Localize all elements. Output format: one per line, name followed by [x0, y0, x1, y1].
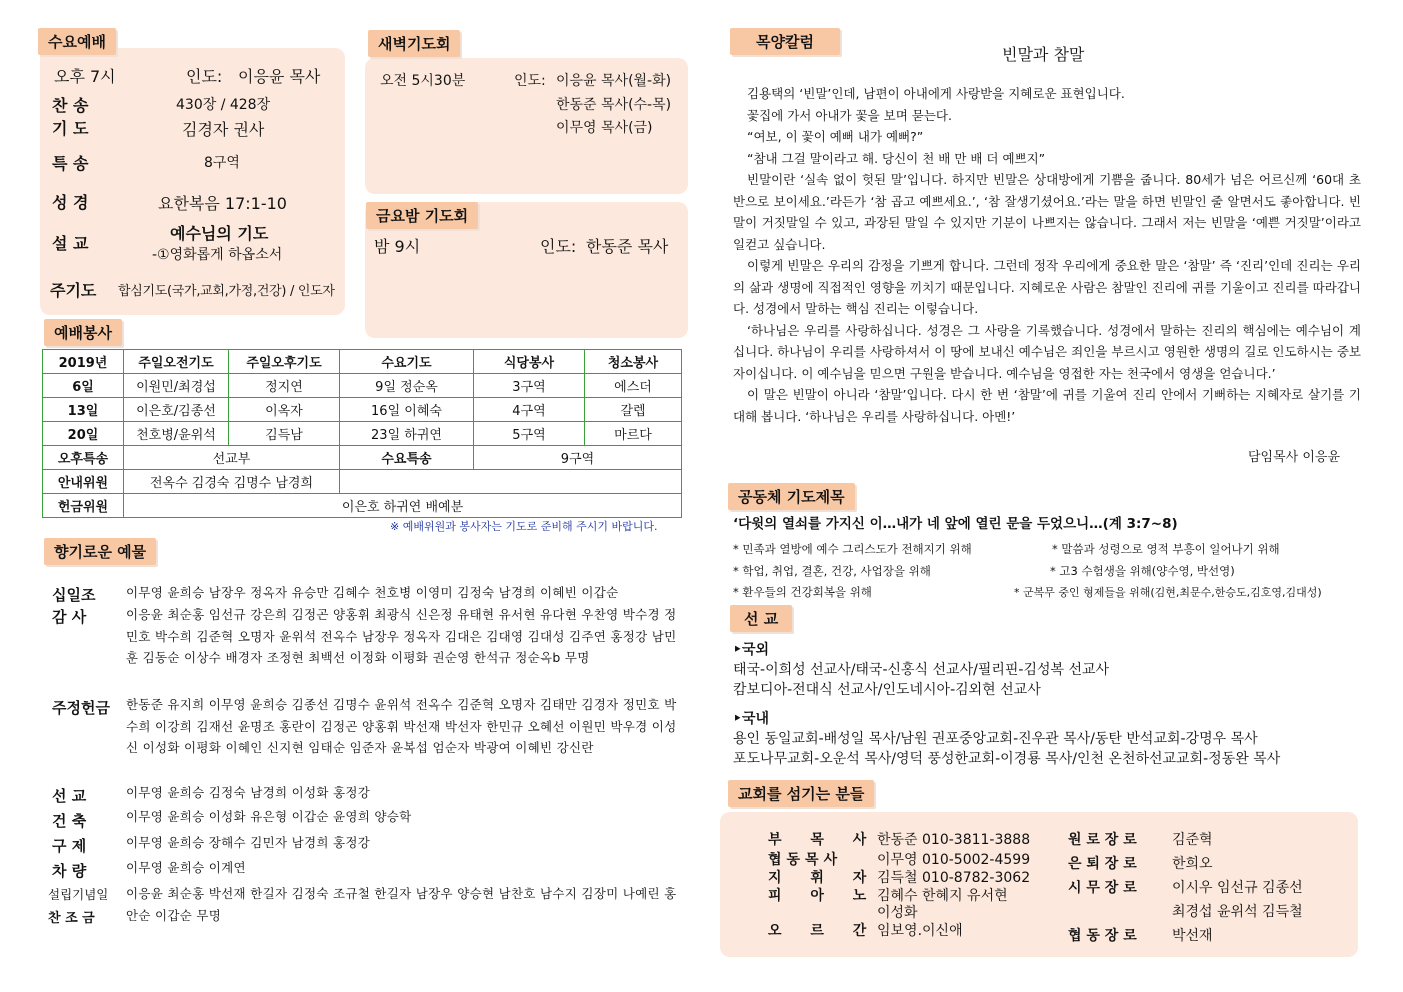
- wed-value-hymn: 430장 / 428장: [176, 97, 271, 113]
- staff-role: 오 르 간: [768, 923, 879, 939]
- staff-value: 한동준 010-3811-3888: [877, 832, 1031, 848]
- service-title: 예배봉사: [44, 319, 122, 346]
- column-heading: 빈말과 참말: [1002, 45, 1085, 64]
- offering-names-thanks: 이응윤 최순홍 임선규 강은희 김정곤 양홍휘 최광식 신은정 유태현 유서현 유다현 우찬영 박수경 정민호 박수희 김준혁 오명자 윤위석 전옥수 남장우 정옥자 김대은 김대영 김대성 김주연 홍정강 남민훈 김동순 이상수 배경자 조정현 최백선 이정화 이평화 권순영 한석규 정순옥b 무명: [126, 607, 677, 665]
- offering-label-tithe: 십일조: [52, 586, 96, 604]
- offering-label-mission: 선 교: [52, 787, 87, 805]
- staff-value: 김준혁: [1172, 832, 1213, 848]
- table-cell: 안내위원: [43, 470, 124, 494]
- offering-names-tithe: 이무영 윤희승 남장우 정옥자 유승만 김혜수 천호병 이영미 김정숙 남경희 이혜빈 이갑순: [126, 585, 619, 600]
- staff-role: 원 로 장 로: [1068, 832, 1137, 848]
- staff-value: 이시우 임선규 김종선: [1172, 880, 1303, 896]
- wednesday-title: 수요예배: [38, 28, 116, 55]
- column-signature: 담임목사 이응윤: [1248, 450, 1341, 465]
- table-cell: 이은호 하귀연 배예분: [124, 494, 682, 518]
- wed-label-scripture: 성 경: [52, 193, 89, 212]
- service-header: 식당봉사: [474, 350, 585, 374]
- table-cell: 20일: [43, 422, 124, 446]
- table-cell: 9구역: [474, 446, 682, 470]
- wednesday-leader: 이응윤 목사: [238, 67, 321, 86]
- friday-title: 금요밤 기도회: [366, 202, 478, 229]
- offering-label-anniversary: 설립기념일: [48, 887, 109, 902]
- offering-names-building: 이무영 윤희승 이성화 유은형 이갑순 윤영희 양승학: [126, 809, 412, 824]
- table-cell: 4구역: [474, 398, 585, 422]
- mission-overseas-line: 태국-이희성 선교사/태국-신홍식 선교사/필리핀-김성복 선교사: [733, 662, 1110, 678]
- staff-role: 피 아 노: [768, 888, 879, 904]
- dawn-leader-3: 이무영 목사(금): [556, 120, 653, 136]
- offering-label-building: 건 축: [52, 812, 87, 830]
- mission-overseas-label: ‣국외: [733, 642, 769, 658]
- table-cell: 9일 정순옥: [340, 374, 474, 398]
- column-paragraph: 이렇게 빈말은 우리의 감정을 기쁘게 합니다. 그런데 정작 우리에게 중요한 말은 ‘참말’ 즉 ‘진리’인데 진리는 우리의 삶과 생명에 직접적인 영향을 끼치기 때문입니다. 지혜로운 사람은 참말인 진리에 귀를 기울이고 진리를 따라갑니다. 성경에서 말하는 핵심 진리는 이렇습니다.: [733, 258, 1361, 316]
- offering-label-relief: 구 제: [52, 837, 87, 855]
- table-cell: 23일 하귀연: [340, 422, 474, 446]
- staff-role: 협동목사: [768, 852, 843, 868]
- prayer-item: * 말씀과 성령으로 영적 부흥이 일어나기 위해: [1052, 542, 1280, 556]
- column-paragraph: “참내 그걸 말이라고 해. 당신이 천 배 만 배 더 예쁘지”: [747, 150, 1046, 166]
- wed-value-sermon-sub: -①영화롭게 하옵소서: [152, 247, 283, 263]
- wed-value-sermon: 예수님의 기도: [170, 224, 269, 243]
- table-row: [43, 422, 682, 446]
- table-cell: 선교부: [124, 446, 340, 470]
- friday-leader-label: 인도:: [540, 237, 577, 256]
- staff-value: 최경섭 윤위석 김득철: [1172, 904, 1303, 920]
- wed-label-prayer: 기 도: [52, 119, 89, 138]
- wed-value-special: 8구역: [204, 155, 240, 171]
- table-cell: 16일 이혜숙: [340, 398, 474, 422]
- offering-label-vehicle: 차 량: [52, 862, 87, 880]
- table-cell: 이은호/김종선: [124, 398, 229, 422]
- table-row: [43, 494, 682, 518]
- staff-value: 김득철 010-8782-3062: [877, 870, 1031, 886]
- dawn-leader-2: 한동준 목사(수-목): [556, 97, 672, 113]
- staff-value: 이성화: [877, 905, 918, 921]
- prayer-title: 공동체 기도제목: [728, 483, 855, 510]
- wed-label-special: 특 송: [52, 154, 89, 173]
- table-cell: 마르다: [585, 422, 682, 446]
- mission-domestic-line: 포도나무교회-오운석 목사/영덕 풍성한교회-이경룡 목사/인천 온천하선교교회-정동완 목사: [733, 751, 1281, 767]
- offering-names-mission: 이무영 윤희승 김정숙 남경희 이성화 홍정강: [126, 785, 371, 800]
- wed-label-hymn: 찬 송: [52, 96, 89, 115]
- table-cell: 이원민/최경섭: [124, 374, 229, 398]
- friday-time: 밤 9시: [374, 237, 421, 256]
- staff-value: 한희오: [1172, 856, 1213, 872]
- table-cell: 이옥자: [229, 398, 340, 422]
- mission-domestic-line: 용인 동일교회-배성일 목사/남원 권포중앙교회-진우관 목사/동탄 반석교회-강명우 목사: [733, 731, 1258, 747]
- dawn-title: 새벽기도회: [368, 30, 460, 57]
- wednesday-panel: [40, 48, 345, 315]
- service-note: ※ 예배위원과 봉사자는 기도로 준비해 주시기 바랍니다.: [390, 520, 658, 533]
- table-row: [43, 398, 682, 422]
- dawn-leader-label: 인도:: [514, 73, 546, 89]
- column-body: [733, 83, 1361, 427]
- column-paragraph: ‘하나님은 우리를 사랑하십니다. 성경은 그 사랑을 기록했습니다. 성경에서 말하는 진리의 핵심에는 예수님이 계십니다. 하나님이 우리를 사랑하셔서 이 땅에 보내신 예수님은 죄인을 부르시고 영원한 생명의 길로 인도하시는 중보자이십니다. 이 예수님을 믿으면 구원을 받습니다. 예수님을 영접한 자는 천국에서 영생을 얻습니다.’: [733, 322, 1361, 381]
- prayer-item: * 환우들의 건강회복을 위해: [733, 585, 872, 599]
- staff-value: 박선재: [1172, 928, 1213, 944]
- offering-names-weekly: 한동준 유지희 이무영 윤희승 김종선 김명수 윤위석 전옥수 김준혁 오명자 김태만 김경자 정민호 박수희 이강희 김재선 윤명조 홍란이 김정곤 양홍휘 박선재 박선자 한민규 오혜선 이원민 박우경 이성신 이성화 이평화 이혜인 신지현 임태순 임준자 윤복섭 엄순자 박광여 이혜빈 강신란: [126, 697, 677, 755]
- offering-names-relief: 이무영 윤희승 장해수 김민자 남경희 홍정강: [126, 835, 371, 850]
- prayer-item: * 군복무 중인 형제들을 위해(김현,최문수,한승도,김호영,김대성): [1014, 586, 1322, 599]
- column-paragraph: 김용택의 ‘빈말’인데, 남편이 아내에게 사랑받을 지혜로운 표현입니다.: [747, 86, 1125, 101]
- wed-label-lords-prayer: 주기도: [50, 281, 97, 300]
- column-paragraph: 이 말은 빈말이 아니라 ‘참말’입니다. 다시 한 번 ‘참말’에 귀를 기울여 진리 안에서 기뻐하는 지혜자로 살기를 기대해 봅니다. ‘하나님은 우리를 사랑하십니다. 아멘!’: [733, 387, 1361, 424]
- prayer-item: * 고3 수험생을 위해(양수영, 박선영): [1050, 564, 1235, 578]
- table-row: [43, 470, 682, 494]
- table-cell: 5구역: [474, 422, 585, 446]
- friday-leader: 한동준 목사: [586, 237, 669, 256]
- table-cell: 김득남: [229, 422, 340, 446]
- offering-label-anniversary-2: 찬 조 금: [48, 911, 95, 926]
- service-header: 청소봉사: [585, 350, 682, 374]
- staff-role: 부 목 사: [768, 832, 879, 848]
- table-cell: [340, 470, 682, 494]
- column-paragraph: 꽃집에 가서 아내가 꽃을 보며 묻는다.: [747, 107, 952, 123]
- wed-value-lords-prayer: 합심기도(국가,교회,가정,건강) / 인도자: [118, 284, 335, 299]
- service-header: 수요기도: [340, 350, 474, 374]
- table-cell: 수요특송: [340, 446, 474, 470]
- dawn-time: 오전 5시30분: [380, 73, 466, 89]
- prayer-item: * 학업, 취업, 결혼, 건강, 사업장을 위해: [733, 564, 931, 578]
- prayer-item: * 민족과 열방에 예수 그리스도가 전해지기 위해: [733, 542, 972, 556]
- offering-names-anniversary: 이응윤 최순홍 박선재 한길자 김정숙 조규철 한길자 남장우 양승현 남찬호 남수지 김장미 나예린 홍안순 이갑순 무명: [126, 886, 677, 923]
- wed-value-scripture: 요한복음 17:1-10: [158, 194, 287, 213]
- staff-value: 이무영 010-5002-4599: [877, 852, 1031, 868]
- column-paragraph: “여보, 이 꽃이 예뻐 내가 예뻐?”: [747, 129, 924, 144]
- table-cell: 3구역: [474, 374, 585, 398]
- offerings-title: 향기로운 예물: [44, 538, 156, 565]
- table-cell: 갈렙: [585, 398, 682, 422]
- table-cell: 6일: [43, 374, 124, 398]
- staff-value: 임보영.이신애: [877, 923, 963, 939]
- offering-names-vehicle: 이무영 윤희승 이계연: [126, 860, 246, 875]
- staff-role: 시 무 장 로: [1068, 880, 1137, 896]
- wed-value-prayer: 김경자 권사: [182, 120, 265, 139]
- wednesday-leader-label: 인도:: [186, 67, 223, 86]
- table-cell: 헌금위원: [43, 494, 124, 518]
- column-paragraph: 빈말이란 ‘실속 없이 헛된 말’입니다. 하지만 빈말은 상대방에게 기쁨을 줍니다. 80세가 넘은 어르신께 ‘60대 초반으로 보이세요.’라든가 ‘참 곱고 예쁘세요.’, ‘참 잘생기셨어요.’라는 말을 하면 빈말인 줄 알면서도 좋아합니다. 빈말이 거짓말일 수 있고, 과장된 말일 수 있지만 기분이 나쁘지는 않습니다. 그래서 저는 빈말을 ‘예쁜 거짓말’이라고 일컫고 싶습니다.: [733, 172, 1361, 252]
- offering-label-thanks: 감 사: [52, 608, 87, 626]
- service-header: 주일오전기도: [124, 350, 229, 374]
- staff-title: 교회를 섬기는 분들: [728, 780, 874, 807]
- table-cell: 오후특송: [43, 446, 124, 470]
- table-cell: 전옥수 김경숙 김명수 남경희: [124, 470, 340, 494]
- mission-title: 선 교: [730, 605, 792, 632]
- staff-value: 김혜수 한혜지 유서현: [877, 888, 1008, 904]
- wednesday-time: 오후 7시: [54, 67, 116, 86]
- table-cell: 정지연: [229, 374, 340, 398]
- prayer-verse: ‘다윗의 열쇠를 가지신 이…내가 네 앞에 열린 문을 두었으니…(계 3:7~8): [733, 516, 1178, 532]
- offering-label-weekly: 주정헌금: [52, 699, 110, 717]
- table-row: [43, 374, 682, 398]
- dawn-leader-1: 이응윤 목사(월-화): [556, 73, 672, 89]
- service-table: [42, 349, 682, 518]
- table-cell: 천호병/윤위석: [124, 422, 229, 446]
- service-header: 주일오후기도: [229, 350, 340, 374]
- mission-overseas-line: 캄보디아-전대식 선교사/인도네시아-김외현 선교사: [733, 682, 1041, 698]
- service-header: 2019년: [43, 350, 124, 374]
- wed-label-sermon: 설 교: [52, 234, 89, 253]
- mission-domestic-label: ‣국내: [733, 711, 769, 727]
- staff-role: 은 퇴 장 로: [1068, 856, 1137, 872]
- table-row: [43, 446, 682, 470]
- staff-role: 협 동 장 로: [1068, 928, 1137, 944]
- staff-role: 지 휘 자: [768, 870, 879, 886]
- column-title: 목양칼럼: [730, 28, 840, 55]
- table-cell: 13일: [43, 398, 124, 422]
- table-cell: 에스더: [585, 374, 682, 398]
